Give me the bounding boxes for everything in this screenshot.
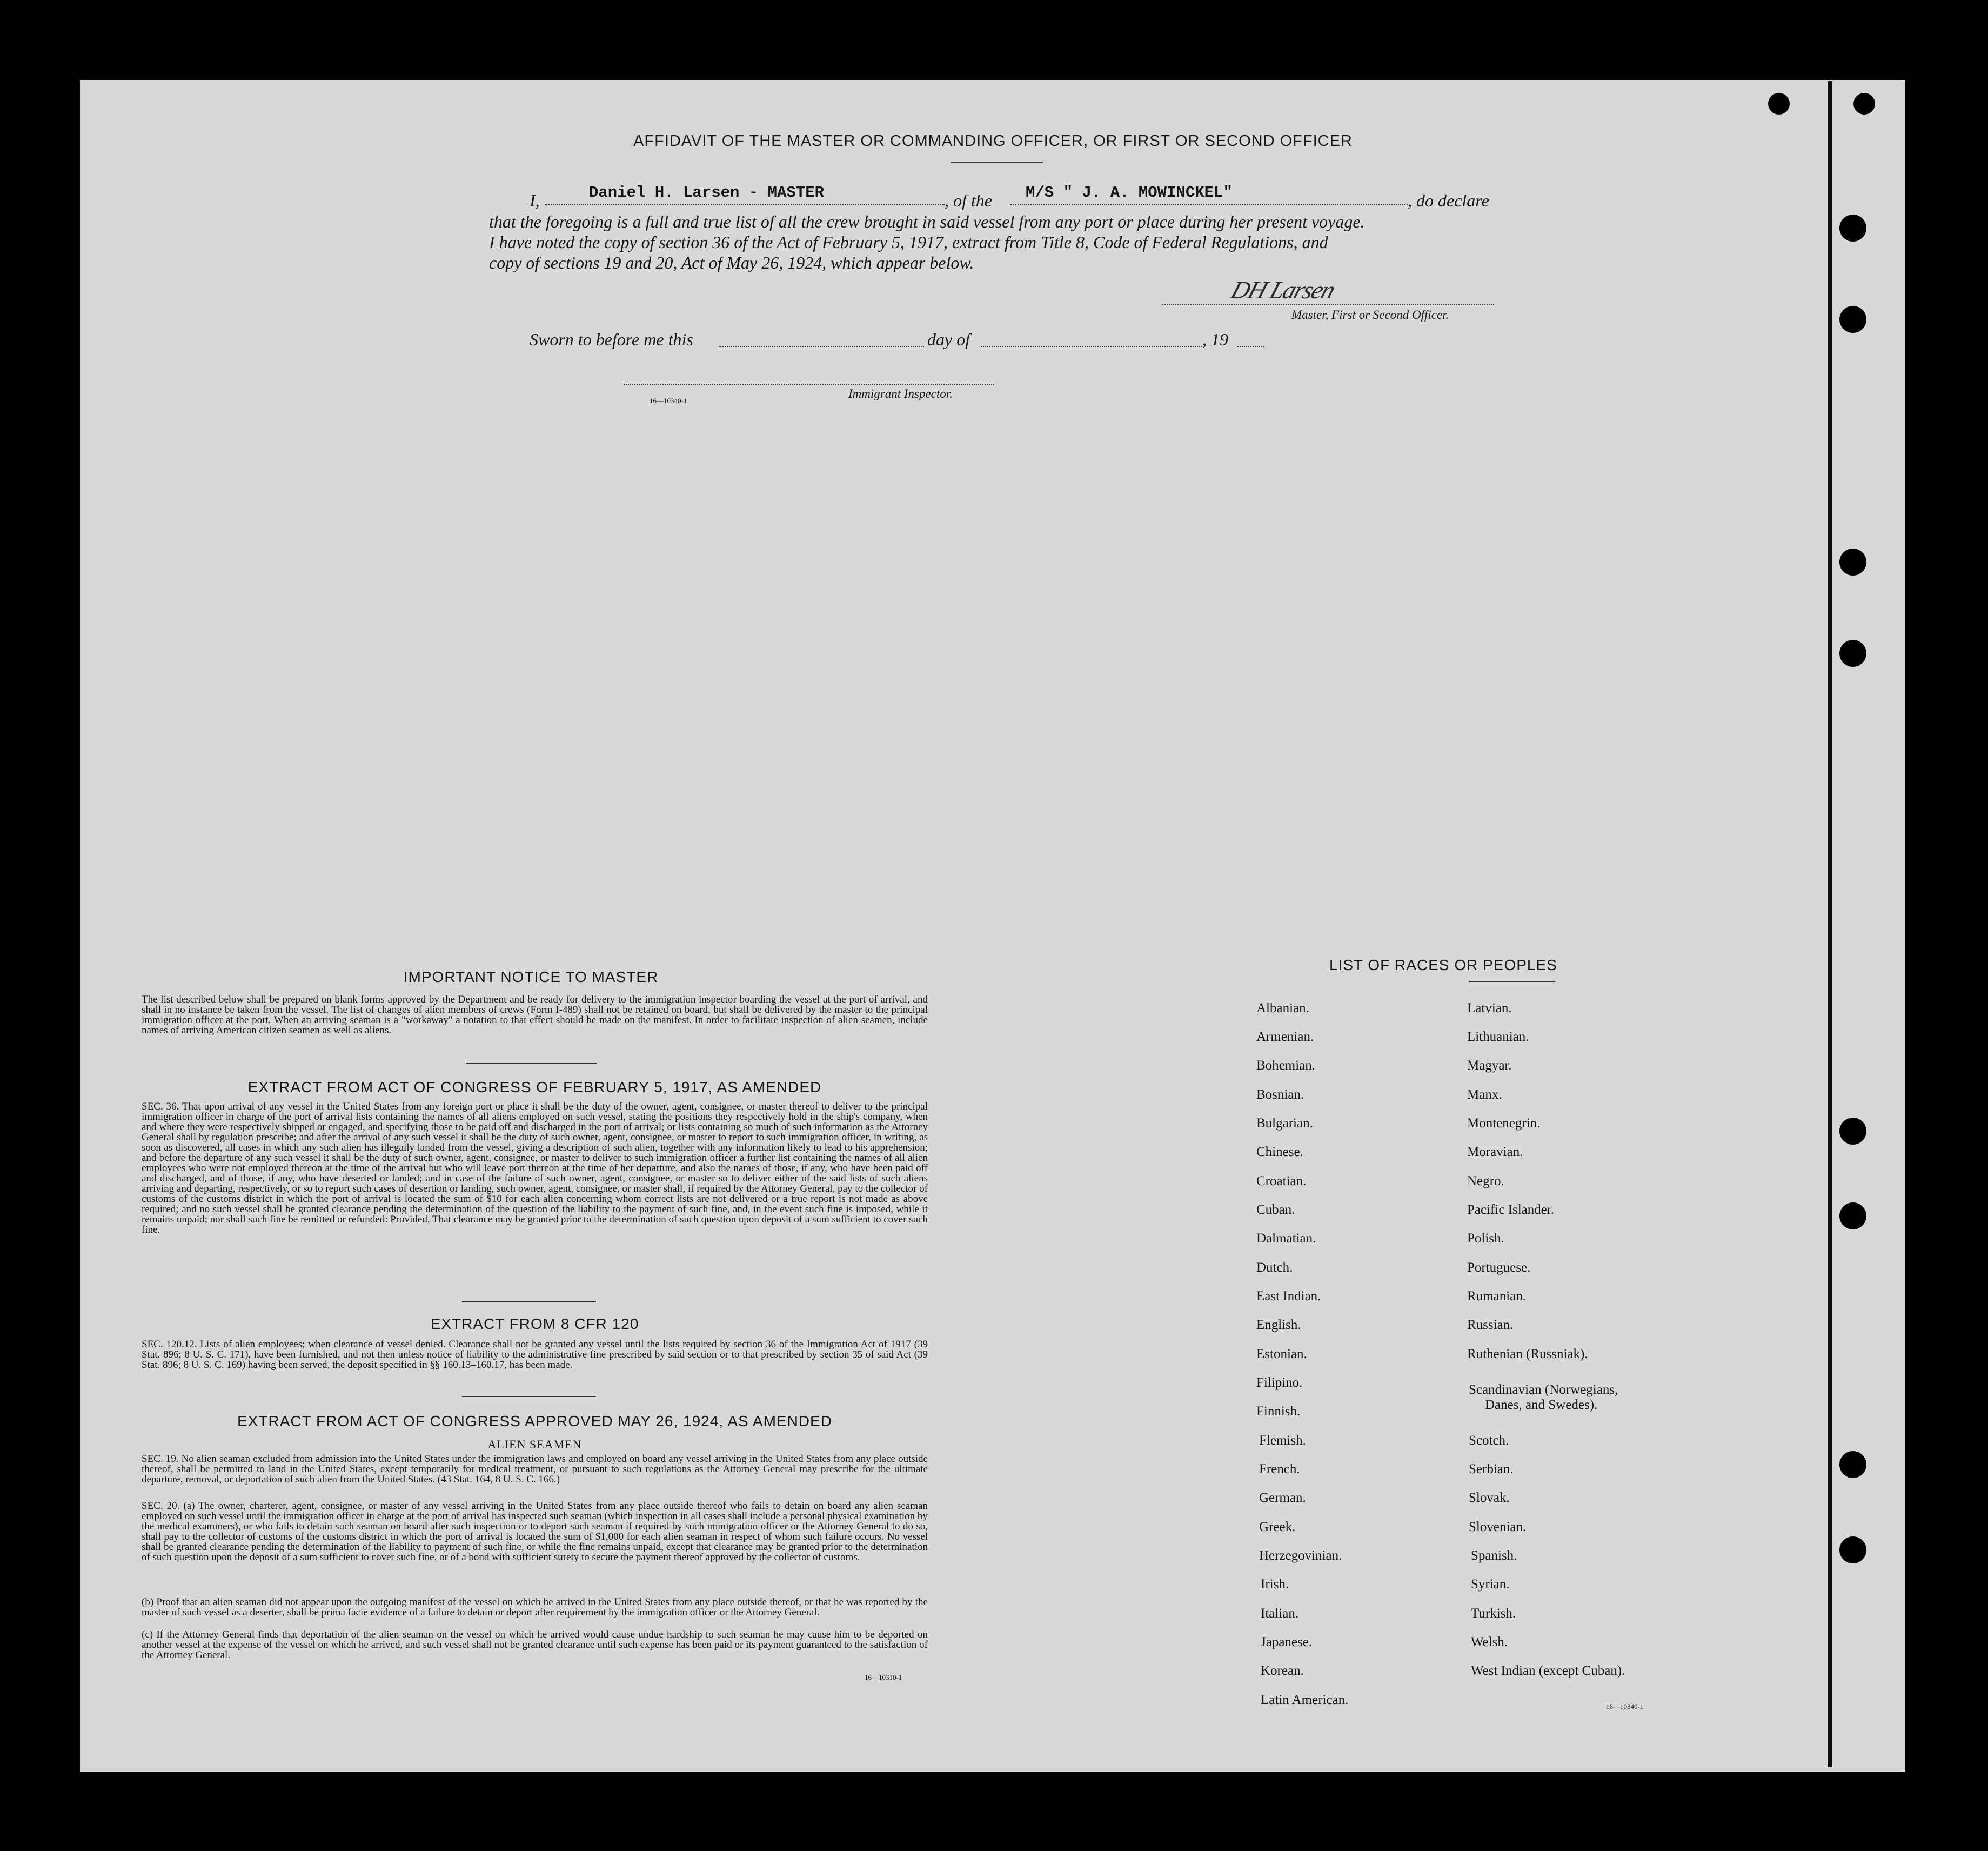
race-item: Pacific Islander. <box>1467 1202 1555 1217</box>
sworn-day-line <box>719 346 924 347</box>
affidavit-title: AFFIDAVIT OF THE MASTER OR COMMANDING OFFICER, OR FIRST OR SECOND OFFICER <box>633 132 1353 150</box>
race-item: Moravian. <box>1467 1145 1523 1159</box>
race-item: Italian. <box>1261 1606 1299 1621</box>
race-item: Bulgarian. <box>1256 1116 1313 1131</box>
extract-1924-subtitle: ALIEN SEAMEN <box>487 1438 582 1451</box>
binder-hole <box>1839 215 1866 242</box>
sworn-year-line <box>1237 346 1264 347</box>
race-item: Bohemian. <box>1256 1058 1316 1073</box>
sec19-body: SEC. 19. No alien seaman excluded from admission into the United States under the immigration laws and employed on board any vessel arriving in the United States from any place outside thereof, shall be permitted to land in the United States, except temporarily for medical treatment, or pursuant to such regulations as the Attorney General may prescribe for the ultimate departure, removal, or deportation of such alien from the United States. (43 Stat. 164, 8 U. S. C. 166.) <box>142 1453 928 1485</box>
race-item: Scotch. <box>1469 1433 1509 1448</box>
race-item: French. <box>1259 1462 1300 1476</box>
race-item: Japanese. <box>1261 1635 1313 1649</box>
i-label: I, <box>530 191 540 210</box>
declarant-field: Daniel H. Larsen - MASTER <box>589 184 825 202</box>
notice-body: The list described below shall be prepared on blank forms approved by the Department and be ready for delivery to the immigration inspector boarding the vessel at the port of arrival, and shall in no instance be taken from the vessel. The list of changes of alien members of crews (Form I-489) shall not be retained on board, but shall be delivered by the master to the principal immigration officer at the port. When an arriving seaman is a "workaway" a notation to that effect should be made on the manifest. In order to facilitate inspection of alien seamen, include names of arriving American citizen seamen as well as aliens. <box>142 994 928 1036</box>
race-item: Chinese. <box>1256 1145 1303 1159</box>
binder-hole <box>1839 549 1866 576</box>
year-label: , 19 <box>1202 330 1228 349</box>
sworn-month-line <box>981 346 1202 347</box>
race-item: Dalmatian. <box>1256 1231 1316 1246</box>
race-item: Lithuanian. <box>1467 1030 1529 1044</box>
vessel-field-line <box>1010 204 1408 205</box>
binder-hole <box>1839 640 1866 667</box>
divider <box>466 1063 597 1064</box>
sworn-label: Sworn to before me this <box>530 330 693 349</box>
race-item: Ruthenian (Russniak). <box>1467 1347 1588 1361</box>
races-form-number: 16—10340-1 <box>1606 1702 1644 1710</box>
signature-caption: Master, First or Second Officer. <box>1291 308 1449 322</box>
race-item: English. <box>1256 1318 1301 1332</box>
race-item: Magyar. <box>1467 1058 1512 1073</box>
extract-1917-title: EXTRACT FROM ACT OF CONGRESS OF FEBRUARY 5, 1917, AS AMENDED <box>247 1079 822 1095</box>
extract-cfr-body: SEC. 120.12. Lists of alien employees; when clearance of vessel denied. Clearance shall not be granted any vessel until the lists required by section 36 of the Immigration Act of 1917 (39 Stat. 896; 8 U. S. C. 171), have been furnished, and not then unless notice of liability to the administrative fine prescribed by said section or to that prescribed by section 35 of said Act (39 Stat. 896; 8 U. S. C. 169) having been served, the deposit specified in §§ 160.13–160.17, has been made. <box>142 1339 928 1371</box>
race-item: Filipino. <box>1256 1375 1303 1390</box>
binder-hole <box>1839 1536 1866 1563</box>
notice-title: IMPORTANT NOTICE TO MASTER <box>403 968 659 985</box>
races-title: LIST OF RACES OR PEOPLES <box>1329 957 1557 973</box>
sec20b-body: (b) Proof that an alien seaman did not appear upon the outgoing manifest of the vessel on which he arrived in the United States from any place outside thereof, or that he was reported by the master of such vessel as a deserter, shall be prima facie evidence of a failure to detain or deport after requirement by the immigration officer or the Attorney General. <box>142 1596 928 1618</box>
title-underline <box>951 162 1043 163</box>
sec20a-body: SEC. 20. (a) The owner, charterer, agent, consignee, or master of any vessel arriving in the United States from any place outside thereof who fails to detain on board any alien seaman employed on such vessel until the immigration officer in charge at the port of arrival has inspected such seaman (which inspection in all cases shall include a personal physical examination by the medical examiners), or who fails to detain such seaman on board after such inspection or to deport such seaman if required by such immigration officer or the Attorney General to do so, shall pay to the collector of customs of the customs district in which the port of arrival is located the sum of $1,000 for each alien seaman in respect of whom such failure occurs. No vessel shall be granted clearance pending the determination of the liability to payment of such fine, or while the fine remains unpaid, except that clearance may be granted prior to the determination of such question upon the deposit of a sum sufficient to cover such fine, or of a bond with sufficient surety to secure the payment thereof approved by the collector of customs. <box>142 1500 928 1563</box>
race-item: Dutch. <box>1256 1260 1293 1275</box>
race-item: Croatian. <box>1256 1174 1307 1188</box>
race-item: Finnish. <box>1256 1404 1301 1419</box>
sec20c-body: (c) If the Attorney General finds that deportation of the alien seaman on the vessel on which he arrived would cause undue hardship to such seaman he may cause him to be deported on another vessel at the expense of the vessel on which he arrived, and such vessel shall not be granted clearance until such expense has been paid or its payment guaranteed to the satisfaction of the Attorney General. <box>142 1629 928 1661</box>
race-item: German. <box>1259 1491 1306 1505</box>
race-item: Turkish. <box>1471 1606 1516 1621</box>
race-item: Scandinavian (Norwegians, <box>1469 1382 1618 1397</box>
divider <box>462 1301 596 1302</box>
binder-hole <box>1839 1451 1866 1478</box>
race-item: Rumanian. <box>1467 1289 1527 1304</box>
race-item: Bosnian. <box>1256 1087 1304 1102</box>
inspector-signature-line <box>624 384 994 385</box>
race-item: East Indian. <box>1256 1289 1321 1304</box>
declaration-line-2: that the foregoing is a full and true list of all the crew brought in said vessel from any port or place during her present voyage. <box>489 212 1365 231</box>
binder-hole <box>1768 93 1790 115</box>
binder-hole <box>1839 1118 1866 1145</box>
vessel-field: M/S " J. A. MOWINCKEL" <box>1026 184 1233 202</box>
binder-hole <box>1839 306 1866 333</box>
do-declare-label: , do declare <box>1408 191 1489 210</box>
race-item: Slovak. <box>1469 1491 1510 1505</box>
master-signature: DH Larsen <box>1227 276 1338 304</box>
declaration-line-4: copy of sections 19 and 20, Act of May 26, 1924, which appear below. <box>489 253 974 272</box>
race-item: Albanian. <box>1256 1001 1309 1015</box>
race-item: Serbian. <box>1469 1462 1514 1476</box>
race-item: Latvian. <box>1467 1001 1512 1015</box>
race-item: Danes, and Swedes). <box>1485 1398 1598 1412</box>
race-item: Negro. <box>1467 1174 1504 1188</box>
divider <box>462 1396 596 1397</box>
race-item: Russian. <box>1467 1318 1514 1332</box>
extract-1924-title: EXTRACT FROM ACT OF CONGRESS APPROVED MAY 26, 1924, AS AMENDED <box>237 1413 832 1429</box>
of-the-label: , of the <box>945 191 992 210</box>
race-item: Portuguese. <box>1467 1260 1531 1275</box>
race-item: Syrian. <box>1471 1577 1510 1592</box>
race-item: Armenian. <box>1256 1030 1314 1044</box>
race-item: Manx. <box>1467 1087 1502 1102</box>
race-item: Slovenian. <box>1469 1520 1527 1534</box>
day-of-label: day of <box>927 330 970 349</box>
race-item: Flemish. <box>1259 1433 1306 1448</box>
extract-1917-body: SEC. 36. That upon arrival of any vessel in the United States from any foreign port or place it shall be the duty of the owner, agent, consignee, or master thereof to deliver to the principal immigration officer in charge of the port of arrival lists containing the names of all aliens employed on such vessel, stating the positions they respectively hold in the ship's company, when and where they were respectively shipped or engaged, and specifying those to be paid off and discharged in the port of arrival; or lists containing so much of such information as the Attorney General shall by regulation prescribe; and after the arrival of any such vessel it shall be the duty of such owner, agent, consignee, or master to report to such immigration officer, in writing, as soon as discovered, all cases in which any such alien has illegally landed from the vessel, giving a description of such alien, together with any information likely to lead to his apprehension; and before the departure of any such vessel it shall be the duty of such owner, agent, consignee, or master to deliver to such immigration officer a further list containing the names of all alien employees who were not employed thereon at the time of the arrival but who will leave port thereon at the time of her departure, and also the names of those, if any, who have been paid off and discharged, and of those, if any, who have deserted or landed; and in case of the failure of such owner, agent, consignee, or master so to deliver either of the said lists of such aliens arriving and departing, respectively, or so to report such cases of desertion or landing, such owner, agent, consignee, or master shall, if required by the Attorney General, pay to the collector of customs of the customs district in which the port of arrival is located the sum of $10 for each alien concerning whom correct lists are not delivered or a true report is not made as above required; and no such vessel shall be granted clearance pending the determination of the question of the liability to the payment of such fine, and, in the event such fine is imposed, while it remains unpaid; nor shall such fine be remitted or refunded: Provided, That clearance may be granted prior to the determination of such question upon deposit of a sum sufficient to cover such fine. <box>142 1101 928 1235</box>
race-item: Herzegovinian. <box>1259 1548 1342 1563</box>
race-item: Korean. <box>1261 1663 1304 1678</box>
race-item: Greek. <box>1259 1520 1296 1534</box>
race-item: Cuban. <box>1256 1202 1295 1217</box>
race-item: Latin American. <box>1261 1693 1349 1707</box>
declaration-line-3: I have noted the copy of section 36 of the Act of February 5, 1917, extract from Title 8, Code of Federal Regulations, and <box>489 232 1328 252</box>
race-item: West Indian (except Cuban). <box>1471 1663 1625 1678</box>
race-item: Estonian. <box>1256 1347 1307 1361</box>
race-item: Spanish. <box>1471 1548 1517 1563</box>
binder-hole <box>1839 1202 1866 1229</box>
extract-form-number: 16—10310-1 <box>865 1673 902 1681</box>
race-item: Montenegrin. <box>1467 1116 1541 1131</box>
extract-cfr-title: EXTRACT FROM 8 CFR 120 <box>430 1315 639 1332</box>
race-item: Welsh. <box>1471 1635 1508 1649</box>
inspector-caption: Immigrant Inspector. <box>848 387 953 400</box>
affidavit-form-number: 16—10340-1 <box>650 397 687 405</box>
binder-hole <box>1853 93 1875 115</box>
race-item: Polish. <box>1467 1231 1504 1246</box>
declarant-field-line <box>545 204 945 205</box>
race-item: Irish. <box>1261 1577 1289 1592</box>
races-title-underline <box>1469 981 1555 982</box>
sheet-edge-line <box>1828 81 1832 1767</box>
